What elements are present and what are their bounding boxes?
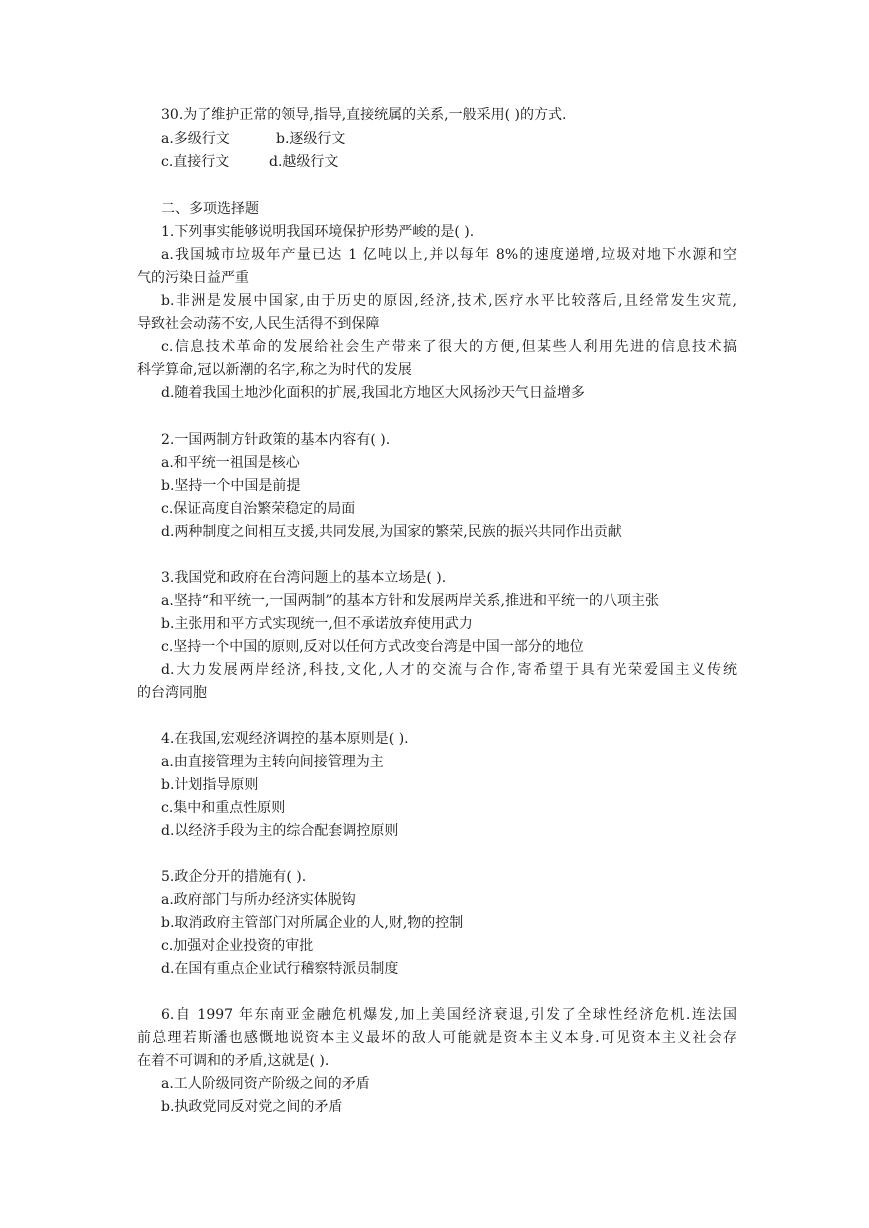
m4-option-a: a.由直接管理为主转向间接管理为主 <box>161 754 384 770</box>
m2-option-c: c.保证高度自治繁荣稳定的局面 <box>161 501 356 517</box>
m4-option-b: b.计划指导原则 <box>161 777 259 793</box>
q30-stem: 30.为了维护正常的领导,指导,直接统属的关系,一般采用( )的方式. <box>161 107 567 123</box>
m1-option-a-line2: 气的污染日益严重 <box>137 270 249 286</box>
m2-option-a: a.和平统一祖国是核心 <box>161 455 300 471</box>
q30-option-d: d.越级行文 <box>269 154 339 170</box>
m3-option-d-line2: 的台湾同胞 <box>137 685 207 701</box>
m3-option-a: a.坚持“和平统一,一国两制”的基本方针和发展两岸关系,推进和平统一的八项主张 <box>161 593 660 609</box>
m3-stem: 3.我国党和政府在台湾问题上的基本立场是( ). <box>161 570 447 586</box>
m2-option-b: b.坚持一个中国是前提 <box>161 478 301 494</box>
m4-option-c: c.集中和重点性原则 <box>161 800 286 816</box>
m2-stem: 2.一国两制方针政策的基本内容有( ). <box>161 432 391 448</box>
m6-stem-line3: 在着不可调和的矛盾,这就是( ). <box>137 1053 330 1069</box>
q30-option-a: a.多级行文 <box>161 131 230 147</box>
m3-option-d-line1: d.大力发展两岸经济,科技,文化,人才的交流与合作,寄希望于具有光荣爱国主义传统 <box>161 662 737 678</box>
m6-stem-line2: 前总理若斯潘也感慨地说资本主义最坏的敌人可能就是资本主义本身.可见资本主义社会存 <box>137 1030 737 1046</box>
m1-option-c-line1: c.信息技术革命的发展给社会生产带来了很大的方便,但某些人利用先进的信息技术搞 <box>161 339 737 355</box>
m4-option-d: d.以经济手段为主的综合配套调控原则 <box>161 823 399 839</box>
m5-option-a: a.政府部门与所办经济实体脱钩 <box>161 892 356 908</box>
m5-option-c: c.加强对企业投资的审批 <box>161 938 314 954</box>
m3-option-b: b.主张用和平方式实现统一,但不承诺放弃使用武力 <box>161 616 473 632</box>
section-title-multiple-choice: 二、多项选择题 <box>161 201 259 217</box>
m1-option-d: d.随着我国土地沙化面积的扩展,我国北方地区大风扬沙天气日益增多 <box>161 385 585 401</box>
q30-option-b: b.逐级行文 <box>276 131 346 147</box>
m1-option-a-line1: a.我国城市垃圾年产量已达 1 亿吨以上,并以每年 8%的速度递增,垃圾对地下水源和空 <box>161 247 737 263</box>
m4-stem: 4.在我国,宏观经济调控的基本原则是( ). <box>161 731 409 747</box>
m2-option-d: d.两种制度之间相互支援,共同发展,为国家的繁荣,民族的振兴共同作出贡献 <box>161 524 622 540</box>
m6-option-b: b.执政党同反对党之间的矛盾 <box>161 1099 343 1115</box>
m3-option-c: c.坚持一个中国的原则,反对以任何方式改变台湾是中国一部分的地位 <box>161 639 584 655</box>
m5-stem: 5.政企分开的措施有( ). <box>161 869 307 885</box>
m1-stem: 1.下列事实能够说明我国环境保护形势严峻的是( ). <box>161 224 475 240</box>
m1-option-b-line1: b.非洲是发展中国家,由于历史的原因,经济,技术,医疗水平比较落后,且经常发生灾荒, <box>161 293 737 309</box>
m5-option-b: b.取消政府主管部门对所属企业的人,财,物的控制 <box>161 915 464 931</box>
q30-option-c: c.直接行文 <box>161 154 230 170</box>
m1-option-c-line2: 科学算命,冠以新潮的名字,称之为时代的发展 <box>137 362 412 378</box>
m5-option-d: d.在国有重点企业试行稽察特派员制度 <box>161 961 399 977</box>
m6-stem-line1: 6.自 1997 年东南亚金融危机爆发,加上美国经济衰退,引发了全球性经济危机.连法国 <box>161 1007 737 1023</box>
m1-option-b-line2: 导致社会动荡不安,人民生活得不到保障 <box>137 316 380 332</box>
m6-option-a: a.工人阶级同资产阶级之间的矛盾 <box>161 1076 370 1092</box>
